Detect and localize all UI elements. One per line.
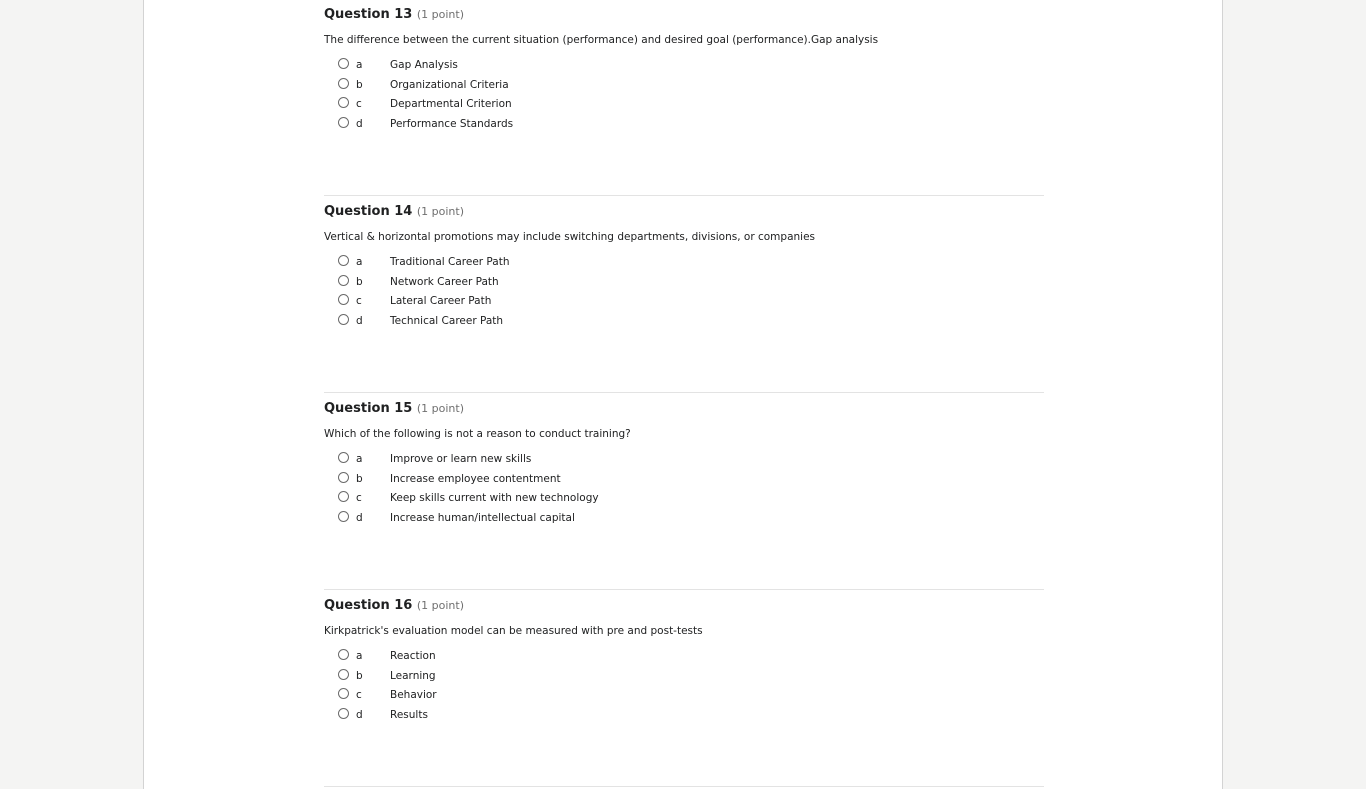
answer-option-b[interactable] xyxy=(338,669,738,689)
radio-button[interactable] xyxy=(338,58,349,69)
option-letter: b xyxy=(356,669,363,682)
option-text[interactable]: Traditional Career Path xyxy=(390,256,510,268)
option-letter: d xyxy=(356,314,363,327)
radio-button[interactable] xyxy=(338,314,349,325)
question-15 xyxy=(324,393,1044,590)
radio-button[interactable] xyxy=(338,649,349,660)
question-16 xyxy=(324,590,1044,787)
radio-button[interactable] xyxy=(338,491,349,502)
option-letter: d xyxy=(356,117,363,130)
question-13 xyxy=(324,0,1044,196)
question-text: The difference between the current situation (performance) and desired goal (performance).Gap analysis xyxy=(324,34,879,46)
question-title xyxy=(324,598,464,613)
option-letter: c xyxy=(356,492,362,505)
option-text[interactable]: Increase human/intellectual capital xyxy=(390,511,575,524)
radio-button[interactable] xyxy=(338,97,349,108)
answer-option-d[interactable] xyxy=(338,314,738,334)
answer-options xyxy=(338,649,738,727)
option-letter: b xyxy=(356,275,363,288)
option-letter: d xyxy=(356,708,363,721)
question-text: Vertical & horizontal promotions may include switching departments, divisions, or companies xyxy=(324,231,816,243)
answer-option-b[interactable] xyxy=(338,472,738,492)
option-letter: a xyxy=(356,256,363,268)
option-letter: b xyxy=(356,78,363,91)
option-letter: a xyxy=(356,453,363,465)
question-title xyxy=(324,204,464,219)
radio-button[interactable] xyxy=(338,78,349,89)
answer-option-c[interactable] xyxy=(338,294,738,314)
question-points: (1 point) xyxy=(416,599,465,612)
answer-option-a[interactable] xyxy=(338,255,738,275)
answer-options xyxy=(338,255,738,333)
quiz-page xyxy=(143,0,1223,789)
answer-options xyxy=(338,452,738,530)
question-text: Which of the following is not a reason to conduct training? xyxy=(324,428,631,440)
answer-option-d[interactable] xyxy=(338,117,738,137)
radio-button[interactable] xyxy=(338,688,349,699)
answer-option-a[interactable] xyxy=(338,649,738,669)
question-label: Question 14 xyxy=(324,204,413,219)
answer-option-b[interactable] xyxy=(338,78,738,98)
question-label: Question 13 xyxy=(324,7,413,22)
question-points: (1 point) xyxy=(416,8,465,21)
question-points: (1 point) xyxy=(416,402,465,415)
question-text: Kirkpatrick's evaluation model can be measured with pre and post-tests xyxy=(324,625,703,637)
option-text[interactable]: Results xyxy=(390,708,428,721)
option-letter: a xyxy=(356,650,363,662)
option-letter: c xyxy=(356,98,362,111)
answer-option-c[interactable] xyxy=(338,97,738,117)
answer-option-a[interactable] xyxy=(338,58,738,78)
radio-button[interactable] xyxy=(338,452,349,463)
question-14 xyxy=(324,196,1044,393)
option-text[interactable]: Performance Standards xyxy=(390,117,514,130)
radio-button[interactable] xyxy=(338,255,349,266)
option-letter: c xyxy=(356,689,362,702)
option-text[interactable]: Technical Career Path xyxy=(390,314,504,327)
radio-button[interactable] xyxy=(338,117,349,128)
option-text[interactable]: Improve or learn new skills xyxy=(390,453,532,465)
question-label: Question 16 xyxy=(324,598,413,613)
answer-option-d[interactable] xyxy=(338,511,738,531)
option-text[interactable]: Gap Analysis xyxy=(390,59,458,71)
radio-button[interactable] xyxy=(338,275,349,286)
option-text[interactable]: Behavior xyxy=(390,689,437,702)
option-text[interactable]: Lateral Career Path xyxy=(390,295,492,308)
option-letter: a xyxy=(356,59,363,71)
answer-option-c[interactable] xyxy=(338,688,738,708)
radio-button[interactable] xyxy=(338,708,349,719)
radio-button[interactable] xyxy=(338,294,349,305)
radio-button[interactable] xyxy=(338,511,349,522)
question-title xyxy=(324,401,464,416)
answer-option-a[interactable] xyxy=(338,452,738,472)
answer-option-b[interactable] xyxy=(338,275,738,295)
answer-option-d[interactable] xyxy=(338,708,738,728)
quiz-content xyxy=(324,0,1044,787)
option-letter: b xyxy=(356,472,363,485)
option-letter: c xyxy=(356,295,362,308)
option-text[interactable]: Network Career Path xyxy=(390,275,499,288)
radio-button[interactable] xyxy=(338,472,349,483)
answer-options xyxy=(338,58,738,136)
question-title xyxy=(324,7,464,22)
option-text[interactable]: Keep skills current with new technology xyxy=(390,492,599,505)
radio-button[interactable] xyxy=(338,669,349,680)
option-text[interactable]: Departmental Criterion xyxy=(390,98,512,111)
option-text[interactable]: Learning xyxy=(390,669,436,682)
option-text[interactable]: Increase employee contentment xyxy=(390,472,561,485)
option-letter: d xyxy=(356,511,363,524)
option-text[interactable]: Reaction xyxy=(390,650,436,662)
question-label: Question 15 xyxy=(324,401,413,416)
option-text[interactable]: Organizational Criteria xyxy=(390,78,509,91)
question-points: (1 point) xyxy=(416,205,465,218)
answer-option-c[interactable] xyxy=(338,491,738,511)
